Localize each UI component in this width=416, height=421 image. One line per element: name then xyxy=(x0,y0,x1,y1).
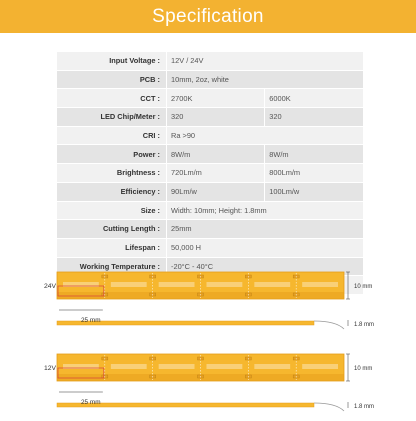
spec-value: Ra >90 xyxy=(167,126,364,145)
spec-value-warm: 320 xyxy=(167,108,265,127)
spec-label: Input Voltage : xyxy=(57,52,167,70)
spec-label: CCT : xyxy=(57,89,167,108)
print-mark xyxy=(111,364,147,369)
spec-label: Cutting Length : xyxy=(57,220,167,239)
print-mark xyxy=(111,282,147,287)
print-mark xyxy=(159,282,195,287)
print-mark xyxy=(207,364,243,369)
spec-value-cool: 800Lm/m xyxy=(265,164,363,183)
spec-row xyxy=(57,89,363,108)
print-mark xyxy=(254,364,290,369)
spec-label: LED Chip/Meter : xyxy=(57,108,167,127)
strip-profile-curve xyxy=(314,403,344,411)
spec-row xyxy=(57,145,363,164)
spec-value-warm: 2700K xyxy=(167,89,265,108)
strip-height-label: 1.8 mm xyxy=(354,404,375,410)
spec-value-warm: 8W/m xyxy=(167,145,265,164)
spec-table xyxy=(57,52,363,295)
strip-diagram-svg xyxy=(0,262,416,416)
print-mark xyxy=(207,282,243,287)
spec-value-cool: 100Lm/w xyxy=(265,182,363,201)
cut-length-label: 25 mm xyxy=(81,399,101,406)
strip-height-label: 1.8 mm xyxy=(354,322,375,328)
print-mark xyxy=(159,364,195,369)
spec-row xyxy=(57,108,363,127)
spec-value: Width: 10mm; Height: 1.8mm xyxy=(167,201,364,220)
spec-row xyxy=(57,182,363,201)
print-mark xyxy=(302,364,338,369)
spec-value-warm: 90Lm/w xyxy=(167,182,265,201)
spec-label: Lifespan : xyxy=(57,238,167,257)
strip-voltage-label: 24V xyxy=(44,283,57,290)
cut-length-label: 25 mm xyxy=(81,317,101,324)
strip-width-label: 10 mm xyxy=(354,284,373,290)
spec-value-cool: 6000K xyxy=(265,89,363,108)
spec-label: PCB : xyxy=(57,70,167,89)
strip-diagrams xyxy=(0,262,416,416)
spec-label: Size : xyxy=(57,201,167,220)
spec-label: Power : xyxy=(57,145,167,164)
strip-voltage-label: 12V xyxy=(44,365,57,372)
spec-row xyxy=(57,238,363,257)
print-mark xyxy=(302,282,338,287)
spec-label: CRI : xyxy=(57,126,167,145)
spec-value-cool: 320 xyxy=(265,108,363,127)
strip-width-label: 10 mm xyxy=(354,366,373,372)
spec-value: -20°C - 40°C xyxy=(167,257,364,276)
spec-value: 10mm, 2oz, white xyxy=(167,70,364,89)
header-banner xyxy=(0,0,416,33)
spec-row xyxy=(57,126,363,145)
spec-row xyxy=(57,164,363,183)
spec-value: 50,000 H xyxy=(167,238,364,257)
print-mark xyxy=(254,282,290,287)
spec-label: Brightness : xyxy=(57,164,167,183)
spec-label: Working Temperature : xyxy=(57,257,167,276)
spec-row xyxy=(57,220,363,239)
strip-profile-curve xyxy=(314,321,344,329)
page-title: Specification xyxy=(152,5,264,27)
spec-row xyxy=(57,52,363,70)
spec-value: 25mm xyxy=(167,220,364,239)
spec-value-cool: 8W/m xyxy=(265,145,363,164)
spec-row xyxy=(57,201,363,220)
spec-value-warm: 720Lm/m xyxy=(167,164,265,183)
spec-row xyxy=(57,70,363,89)
spec-value: 12V / 24V xyxy=(167,52,364,70)
spec-label: Efficiency : xyxy=(57,182,167,201)
